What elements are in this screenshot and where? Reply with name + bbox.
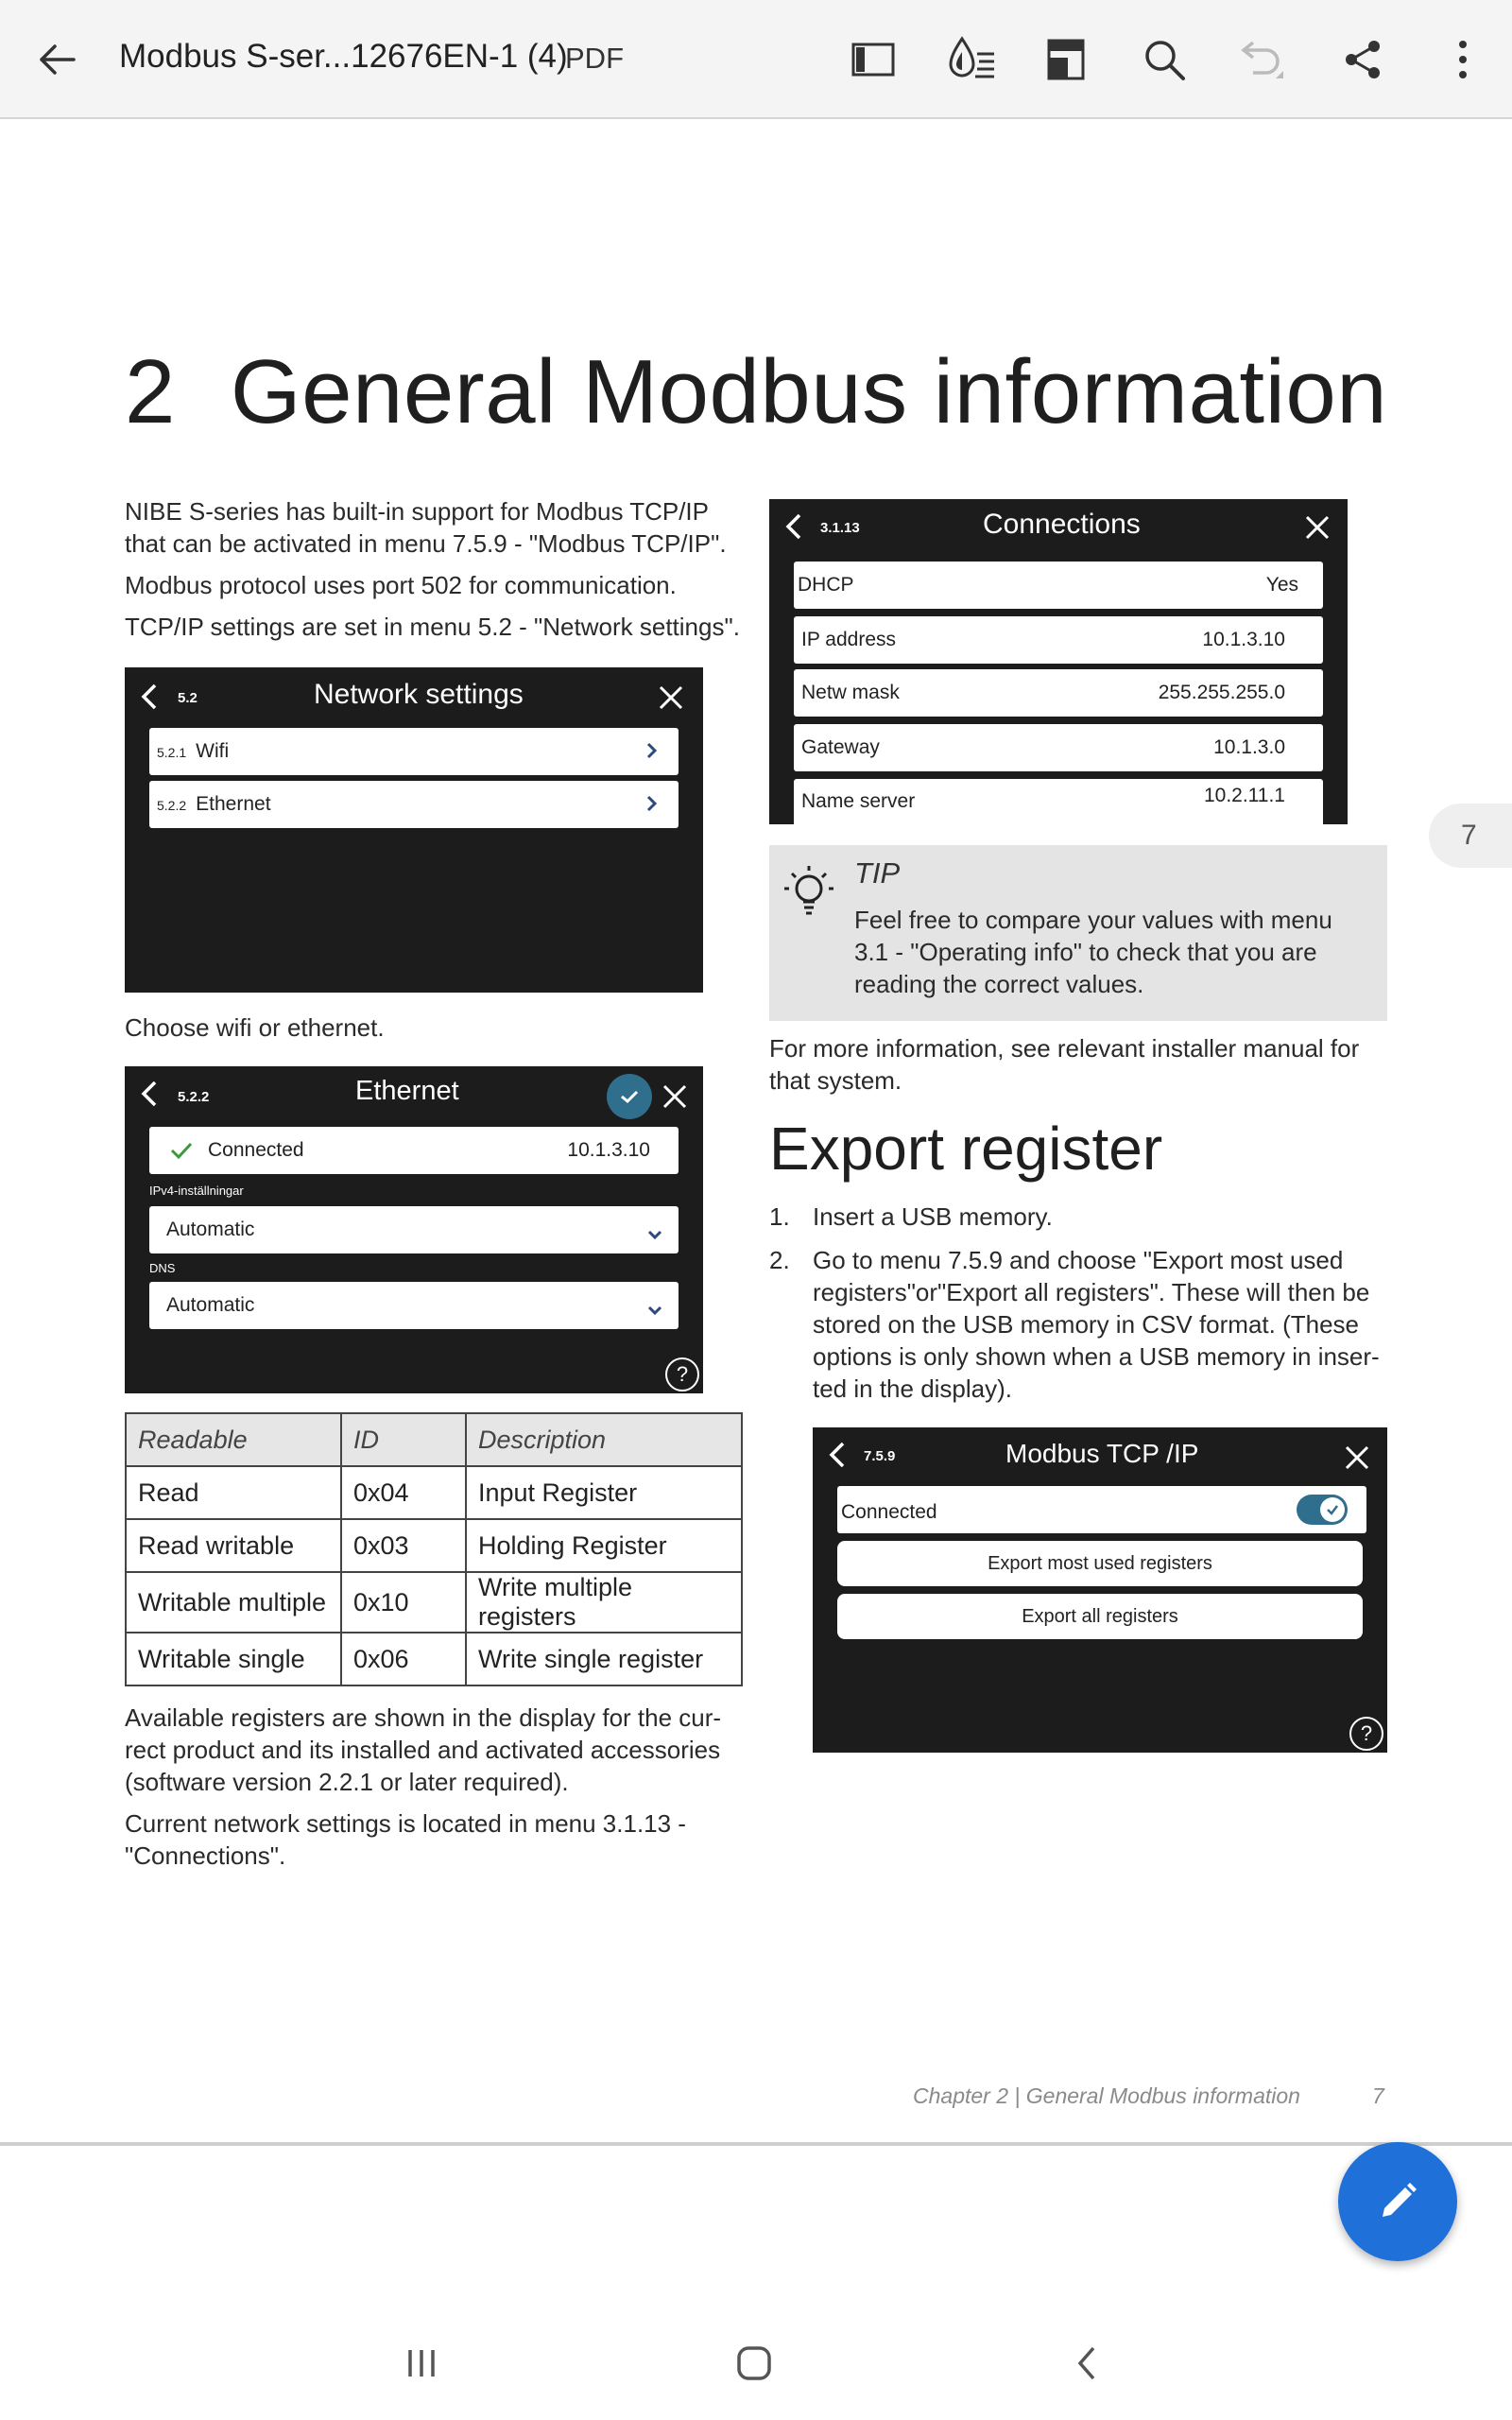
menu-number: 5.2 (178, 690, 198, 706)
bookmark-icon[interactable] (1036, 29, 1096, 90)
connection-info-row: Netw mask 255.255.255.0 (794, 669, 1323, 717)
connection-info-row: Name server 10.2.11.1 (794, 779, 1323, 824)
confirm-check-icon (607, 1074, 652, 1119)
help-icon: ? (1349, 1717, 1383, 1751)
connected-toggle-row: Connected (837, 1486, 1366, 1533)
table-row: Read 0x04 Input Register (126, 1466, 742, 1519)
close-icon (662, 1083, 688, 1115)
menu-number: 7.5.9 (864, 1448, 896, 1464)
register-table (125, 1412, 743, 1686)
export-register-heading: Export register (769, 1115, 1163, 1183)
connection-info-row: Gateway 10.1.3.0 (794, 724, 1323, 771)
modbus-tcpip-screenshot (813, 1427, 1387, 1753)
intro-paragraph-1: NIBE S-series has built-in support for Modbus TCP/IP that can be activated in menu 7.5.9 - "Modbus TCP/IP". (125, 497, 727, 558)
choose-text: Choose wifi or ethernet. (125, 1013, 385, 1042)
page-indicator[interactable]: 7 (1429, 804, 1512, 868)
dns-dropdown: Automatic (149, 1282, 679, 1329)
share-icon[interactable] (1332, 29, 1393, 90)
network-settings-screenshot (125, 667, 703, 993)
connected-toggle (1297, 1495, 1348, 1525)
chevron-down-icon (646, 1299, 663, 1322)
list-item: 2. Go to menu 7.5.9 and choose "Export most used registers"or"Export all registers". These will then be stored on the USB memory in CSV format. (These options is only shown when a USB memory in inser-ted in the display). (769, 1246, 1380, 1403)
back-arrow-icon[interactable] (26, 29, 87, 90)
table-header-row: Readable ID Description (126, 1413, 742, 1466)
chevron-left-icon (784, 512, 803, 545)
available-registers-text: Available registers are shown in the display for the cur-rect product and its installed and activated accessories (software version 2.2.1 or later required). (125, 1703, 722, 1796)
table-row: Writable multiple 0x10 Write multiple registers (126, 1572, 742, 1633)
screen-title: Connections (983, 509, 1141, 540)
search-icon[interactable] (1134, 29, 1194, 90)
chevron-left-icon (140, 1080, 159, 1113)
chevron-left-icon (140, 683, 159, 716)
chevron-left-icon (828, 1441, 847, 1474)
close-icon (1304, 514, 1331, 545)
check-icon (1320, 1497, 1345, 1522)
edit-fab-button[interactable] (1338, 2142, 1457, 2261)
connection-info-row: DHCP Yes (794, 562, 1323, 609)
list-item: 1. Insert a USB memory. (769, 1202, 1053, 1231)
chapter-heading: 2 General Modbus information (125, 341, 1388, 442)
pencil-icon (1375, 2179, 1420, 2224)
table-row: Writable single 0x06 Write single register (126, 1633, 742, 1685)
screen-title: Network settings (314, 679, 524, 710)
page-footer-chapter: Chapter 2 | General Modbus information (913, 2083, 1300, 2108)
tip-title: TIP (854, 856, 901, 890)
sidebar-view-icon[interactable] (843, 29, 903, 90)
intro-paragraph-2: Modbus protocol uses port 502 for communication. (125, 571, 677, 599)
reading-mode-icon[interactable] (941, 29, 1002, 90)
lightbulb-icon (781, 862, 837, 927)
screen-title: Ethernet (355, 1076, 459, 1106)
screen-title: Modbus TCP /IP (1005, 1439, 1199, 1468)
more-info-text: For more information, see relevant installer manual for that system. (769, 1034, 1360, 1095)
app-toolbar (0, 0, 1512, 119)
chevron-right-icon (646, 794, 658, 819)
more-options-icon[interactable] (1433, 29, 1493, 90)
intro-paragraph-3: TCP/IP settings are set in menu 5.2 - "Network settings". (125, 613, 740, 641)
document-title: Modbus S-ser...12676EN-1 (4) (119, 38, 568, 75)
check-icon (170, 1141, 193, 1166)
connections-screenshot (769, 499, 1348, 824)
table-row: Read writable 0x03 Holding Register (126, 1519, 742, 1572)
menu-item-wifi: 5.2.1 Wifi (149, 728, 679, 775)
menu-item-ethernet: 5.2.2 Ethernet (149, 781, 679, 828)
page-footer-number: 7 (1372, 2083, 1384, 2108)
chevron-right-icon (646, 741, 658, 766)
connection-status-row: Connected 10.1.3.10 (149, 1127, 679, 1174)
close-icon (1344, 1444, 1370, 1476)
export-all-button: Export all registers (837, 1594, 1363, 1639)
tip-box (769, 845, 1387, 1021)
chevron-down-icon (646, 1223, 663, 1246)
export-most-used-button: Export most used registers (837, 1541, 1363, 1586)
tip-text: Feel free to compare your values with menu 3.1 - "Operating info" to check that you are reading the correct values. (854, 906, 1332, 998)
nav-back-icon[interactable] (1058, 2335, 1115, 2392)
ipv4-label: IPv4-inställningar (149, 1184, 244, 1198)
menu-number: 3.1.13 (820, 520, 860, 536)
ipv4-dropdown: Automatic (149, 1206, 679, 1253)
dns-label: DNS (149, 1261, 176, 1275)
ethernet-screenshot (125, 1066, 703, 1393)
document-type: PDF (565, 42, 624, 75)
undo-icon[interactable] (1230, 29, 1291, 90)
help-icon: ? (665, 1357, 699, 1392)
menu-number: 5.2.2 (178, 1089, 210, 1105)
current-settings-text: Current network settings is located in menu 3.1.13 - "Connections". (125, 1809, 686, 1870)
recent-apps-icon[interactable] (393, 2335, 450, 2392)
home-icon[interactable] (726, 2335, 782, 2392)
close-icon (658, 684, 684, 716)
connection-info-row: IP address 10.1.3.10 (794, 616, 1323, 664)
